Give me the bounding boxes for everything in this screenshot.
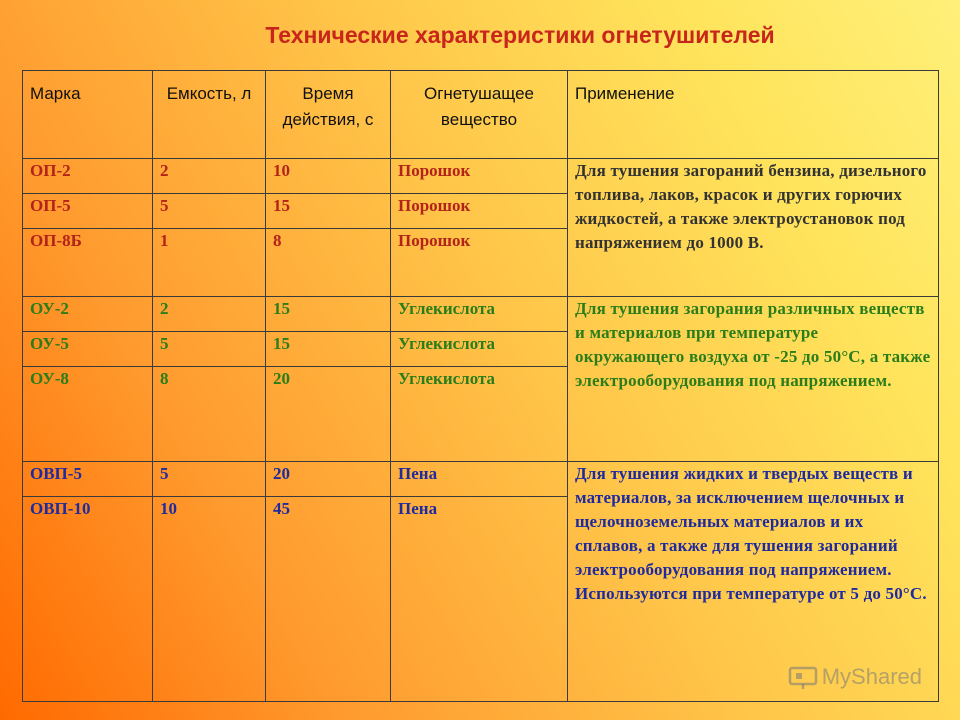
cell-agent: Углекислота — [391, 367, 568, 462]
cell-capacity: 5 — [153, 194, 266, 229]
table-row — [23, 462, 939, 497]
cell-use: Для тушения жидких и твердых веществ и материалов, за исключением щелочных и щелочноземельных материалов и их сплавов, а также для тушения загораний электрооборудования под напряжением. Используются при температуре от 5 до 50°С. — [568, 462, 939, 702]
cell-brand: ОП-2 — [23, 159, 153, 194]
cell-brand: ОВП-5 — [23, 462, 153, 497]
presentation-icon — [788, 664, 818, 690]
header-agent: Огнетушащее вещество — [391, 71, 568, 159]
cell-capacity: 5 — [153, 462, 266, 497]
header-duration: Время действия, с — [266, 71, 391, 159]
page-title: Технические характеристики огнетушителей — [265, 22, 775, 48]
cell-agent: Порошок — [391, 229, 568, 297]
table-row — [23, 297, 939, 332]
cell-duration: 20 — [266, 367, 391, 462]
cell-capacity: 1 — [153, 229, 266, 297]
header-brand: Марка — [23, 71, 153, 159]
cell-use: Для тушения загораний бензина, дизельного топлива, лаков, красок и других горючих жидкостей, а также электроустановок под напряжением до 1000 В. — [568, 159, 939, 297]
header-use: Применение — [568, 71, 939, 159]
cell-capacity: 2 — [153, 159, 266, 194]
cell-agent: Углекислота — [391, 297, 568, 332]
header-capacity: Емкость, л — [153, 71, 266, 159]
cell-capacity: 8 — [153, 367, 266, 462]
cell-duration: 20 — [266, 462, 391, 497]
cell-duration: 10 — [266, 159, 391, 194]
header-row — [23, 71, 939, 159]
cell-capacity: 2 — [153, 297, 266, 332]
cell-duration: 15 — [266, 332, 391, 367]
watermark — [788, 664, 922, 690]
cell-agent: Углекислота — [391, 332, 568, 367]
specs-table — [22, 70, 939, 702]
cell-agent: Пена — [391, 497, 568, 702]
cell-brand: ОУ-8 — [23, 367, 153, 462]
cell-brand: ОУ-5 — [23, 332, 153, 367]
cell-agent: Порошок — [391, 194, 568, 229]
cell-duration: 15 — [266, 297, 391, 332]
cell-agent: Порошок — [391, 159, 568, 194]
cell-capacity: 10 — [153, 497, 266, 702]
watermark-text: MyShared — [821, 664, 922, 689]
cell-agent: Пена — [391, 462, 568, 497]
cell-duration: 45 — [266, 497, 391, 702]
cell-capacity: 5 — [153, 332, 266, 367]
cell-brand: ОВП-10 — [23, 497, 153, 702]
table-row — [23, 159, 939, 194]
cell-brand: ОП-5 — [23, 194, 153, 229]
cell-brand: ОП-8Б — [23, 229, 153, 297]
cell-use: Для тушения загорания различных веществ и материалов при температуре окружающего воздуха от -25 до 50°С, а также электрооборудования под напряжением. — [568, 297, 939, 462]
cell-brand: ОУ-2 — [23, 297, 153, 332]
cell-duration: 15 — [266, 194, 391, 229]
cell-duration: 8 — [266, 229, 391, 297]
